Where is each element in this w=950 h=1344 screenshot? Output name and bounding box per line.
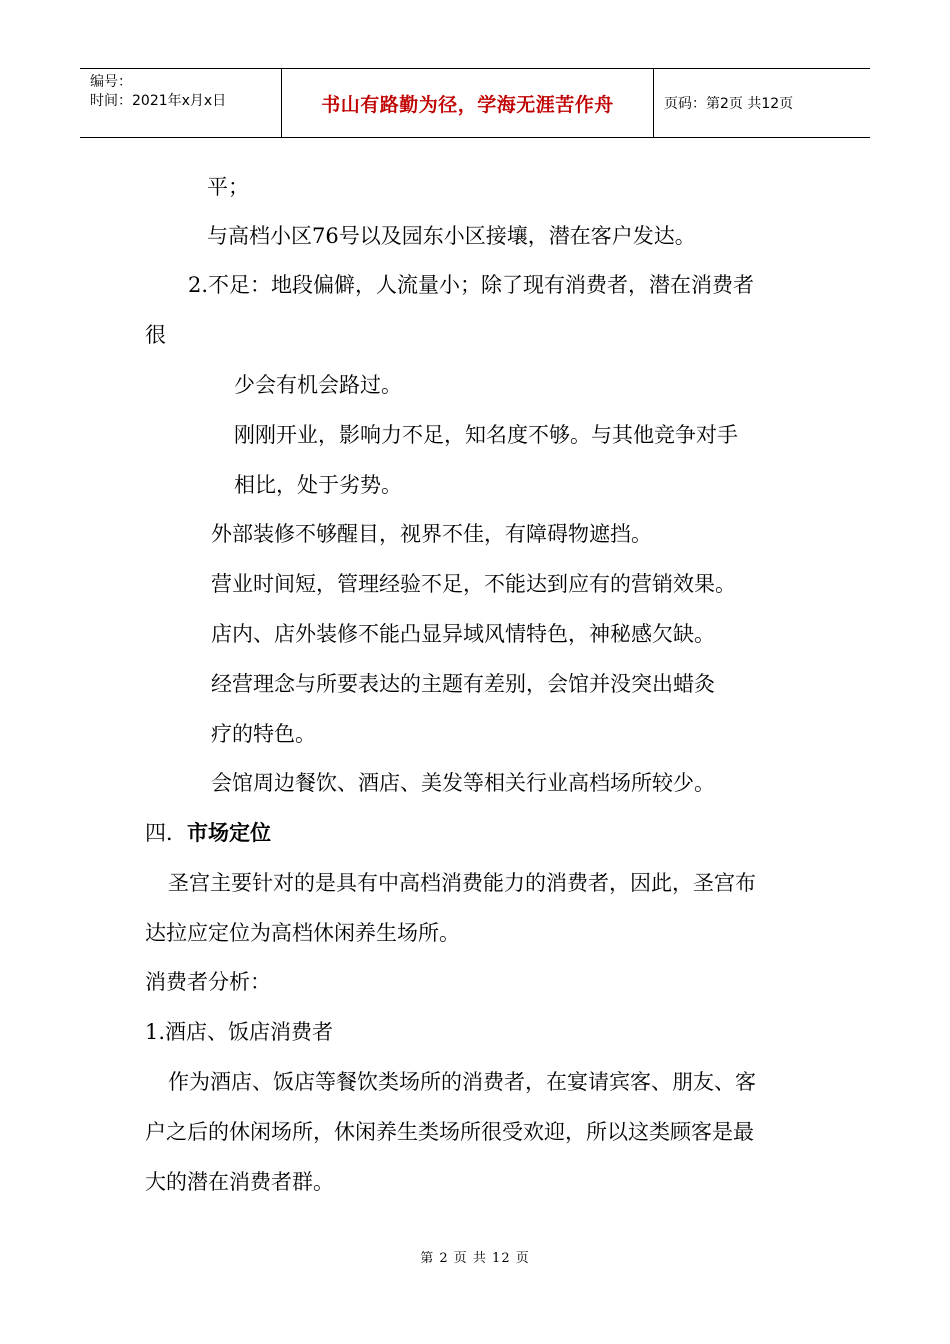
body-line: 疗的特色。: [211, 722, 316, 746]
body-line: 作为酒店、饭店等餐饮类场所的消费者，在宴请宾客、朋友、客: [168, 1070, 756, 1094]
body-line: 平；: [207, 175, 249, 199]
header-meta: [80, 69, 282, 137]
body-line: 很: [145, 323, 166, 347]
body-line: 2.不足：地段偏僻，人流量小；除了现有消费者，潜在消费者: [188, 273, 755, 297]
section-title: 市场定位: [187, 820, 271, 845]
body-line: 营业时间短，管理经验不足，不能达到应有的营销效果。: [211, 572, 736, 596]
body-line: 与高档小区76号以及园东小区接壤，潜在客户发达。: [207, 224, 696, 248]
body-line: 达拉应定位为高档休闲养生场所。: [145, 921, 460, 945]
body-line: 户之后的休闲场所，休闲养生类场所很受欢迎，所以这类顾客是最: [145, 1120, 754, 1144]
body-line: 经营理念与所要表达的主题有差别，会馆并没突出蜡灸: [211, 672, 715, 696]
document-time-label: 时间：2021年x月x日: [90, 93, 227, 109]
section-heading: [145, 820, 271, 846]
document-number-label: 编号：: [90, 74, 132, 90]
page-footer: 第 2 页 共 12 页: [420, 1251, 530, 1266]
body-line: 店内、店外装修不能凸显异域风情特色，神秘感欠缺。: [211, 622, 715, 646]
body-line: 相比，处于劣势。: [234, 473, 402, 497]
section-number: 四．: [145, 821, 187, 845]
page-header: [80, 68, 870, 138]
header-motto: 书山有路勤为径，学海无涯苦作舟: [282, 69, 654, 137]
body-line: 少会有机会路过。: [234, 373, 402, 397]
body-line: 外部装修不够醒目，视界不佳，有障碍物遮挡。: [211, 522, 652, 546]
body-line: 会馆周边餐饮、酒店、美发等相关行业高档场所较少。: [211, 771, 715, 795]
header-page-info: 页码：第2页 共12页: [664, 96, 794, 112]
body-line: 1.酒店、饭店消费者: [145, 1020, 334, 1044]
body-line: 圣宫主要针对的是具有中高档消费能力的消费者，因此，圣宫布: [168, 871, 756, 895]
body-line: 刚刚开业，影响力不足，知名度不够。与其他竞争对手: [234, 423, 738, 447]
body-line: 消费者分析：: [145, 970, 271, 994]
body-line: 大的潜在消费者群。: [145, 1170, 334, 1194]
